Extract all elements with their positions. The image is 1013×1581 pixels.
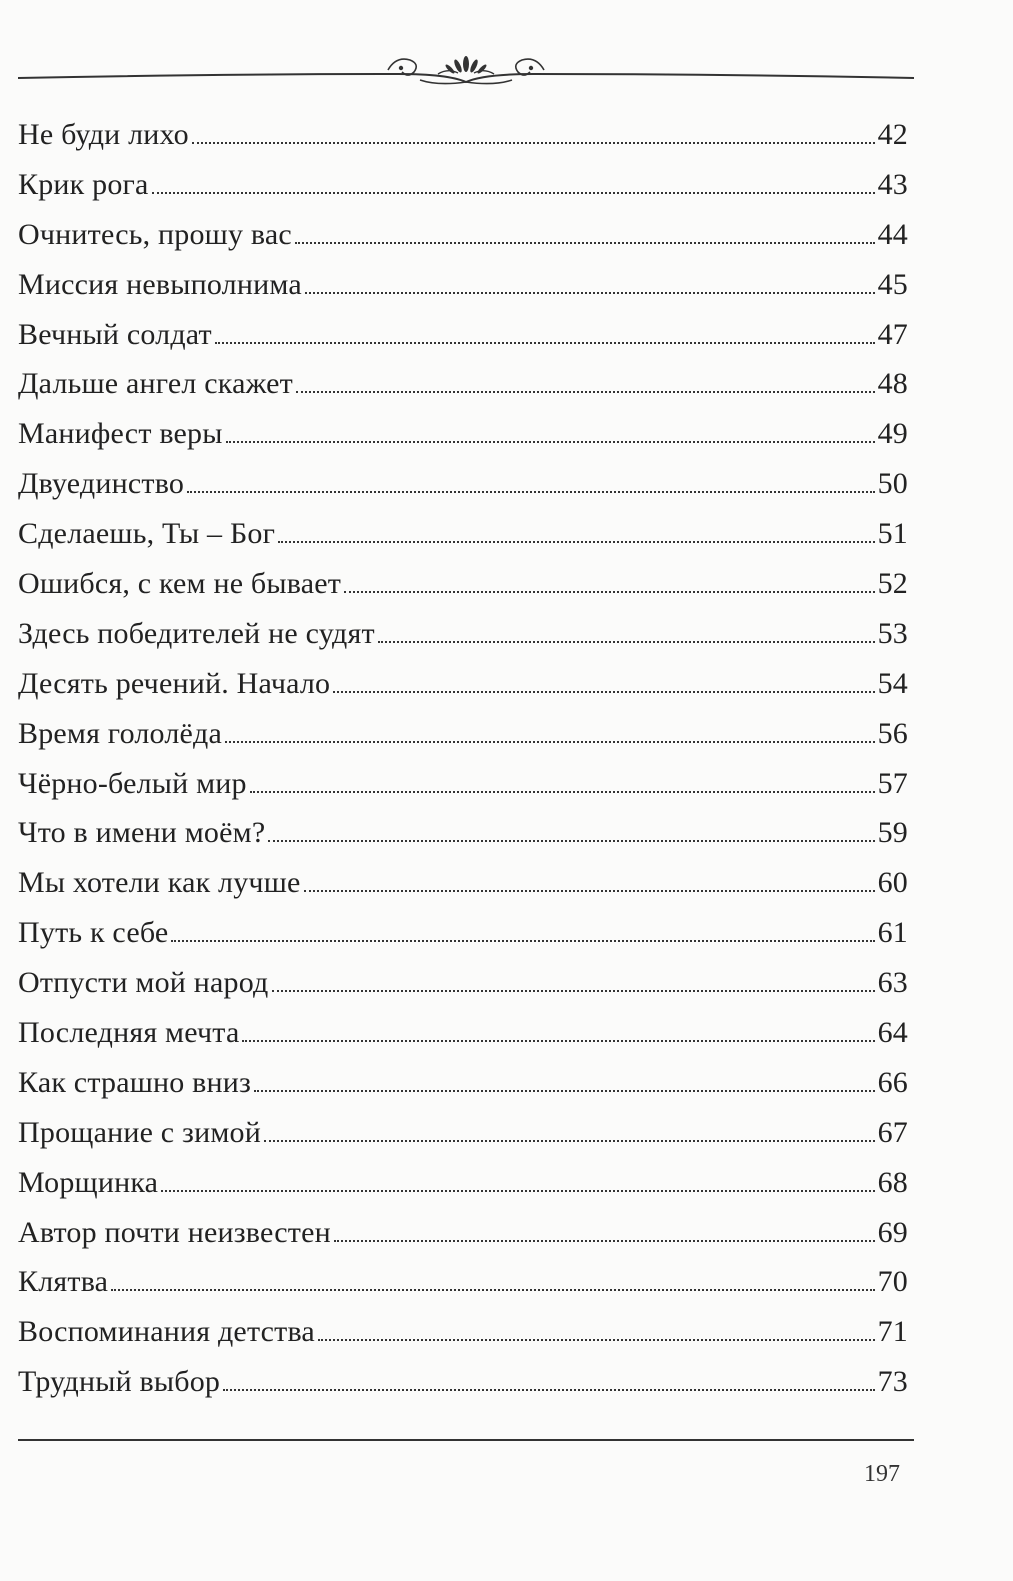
toc-entry[interactable] (18, 1066, 908, 1116)
toc-entry[interactable] (18, 617, 908, 667)
toc-entry-page: 44 (877, 217, 908, 251)
toc-entry-page: 59 (877, 816, 908, 850)
toc-entry-page: 67 (877, 1115, 908, 1149)
toc-entry-page: 71 (877, 1315, 908, 1349)
dot-leader (223, 1388, 874, 1391)
toc-entry-title: Десять речений. Начало (18, 666, 331, 700)
toc-entry-title: Вечный солдат (18, 317, 212, 351)
toc-entry-title: Автор почти неизвестен (18, 1215, 331, 1249)
toc-entry-page: 56 (877, 716, 908, 750)
toc-entry[interactable] (18, 816, 908, 866)
toc-entry-title: Сделаешь, Ты – Бог (18, 517, 276, 551)
toc-entry-page: 53 (877, 616, 908, 650)
toc-entry[interactable] (18, 717, 908, 767)
toc-entry[interactable] (18, 567, 908, 617)
toc-entry-page: 48 (877, 367, 908, 401)
toc-entry-page: 57 (877, 766, 908, 800)
toc-entry[interactable] (18, 767, 908, 817)
dot-leader (268, 839, 874, 842)
toc-entry-page: 51 (877, 517, 908, 551)
toc-entry-title: Отпусти мой народ (18, 966, 269, 1000)
toc-entry[interactable] (18, 517, 908, 567)
dot-leader (242, 1039, 874, 1042)
toc-entry-title: Трудный выбор (18, 1365, 221, 1399)
page-number: 197 (864, 1461, 900, 1487)
toc-entry[interactable] (18, 467, 908, 517)
dot-leader (318, 1338, 875, 1341)
dot-leader (187, 490, 875, 493)
toc-entry-page: 73 (877, 1365, 908, 1399)
toc-entry[interactable] (18, 417, 908, 467)
dot-leader (111, 1288, 874, 1291)
toc-entry-title: Дальше ангел скажет (18, 367, 293, 401)
dot-leader (171, 939, 874, 942)
toc-entry-title: Время гололёда (18, 716, 223, 750)
toc-entry[interactable] (18, 367, 908, 417)
toc-entry-title: Путь к себе (18, 916, 169, 950)
toc-entry-title: Чёрно-белый мир (18, 766, 247, 800)
toc-entry[interactable] (18, 866, 908, 916)
dot-leader (378, 640, 875, 643)
toc-entry-page: 60 (877, 866, 908, 900)
dot-leader (161, 1189, 874, 1192)
toc-entry-page: 63 (877, 966, 908, 1000)
toc-entry[interactable] (18, 916, 908, 966)
toc-entry-page: 61 (877, 916, 908, 950)
toc-entry-page: 42 (877, 118, 908, 151)
toc-entry-page: 49 (877, 417, 908, 451)
toc-entry-title: Здесь победителей не судят (18, 616, 375, 650)
dot-leader (333, 690, 874, 693)
dot-leader (250, 790, 875, 793)
toc-entry-title: Воспоминания детства (18, 1315, 315, 1349)
table-of-contents (18, 118, 908, 1415)
toc-entry-title: Морщинка (18, 1165, 159, 1199)
dot-leader (295, 241, 875, 244)
toc-entry-title: Последняя мечта (18, 1016, 240, 1050)
toc-entry-page: 69 (877, 1215, 908, 1249)
toc-entry-title: Что в имени моём? (18, 816, 266, 850)
toc-entry-title: Клятва (18, 1265, 109, 1299)
dot-leader (254, 1089, 875, 1092)
flourish-ornament-icon (18, 40, 914, 100)
toc-entry-title: Крик рога (18, 167, 149, 201)
toc-entry[interactable] (18, 1166, 908, 1216)
toc-entry[interactable] (18, 118, 908, 168)
dot-leader (192, 141, 875, 144)
dot-leader (278, 540, 875, 543)
toc-entry-title: Очнитесь, прошу вас (18, 217, 292, 251)
toc-entry-page: 47 (877, 317, 908, 351)
dot-leader (304, 889, 875, 892)
bottom-divider (18, 1439, 914, 1441)
toc-entry[interactable] (18, 1315, 908, 1365)
toc-entry[interactable] (18, 268, 908, 318)
toc-entry-page: 64 (877, 1016, 908, 1050)
dot-leader (334, 1239, 875, 1242)
toc-entry-title: Не буди лихо (18, 118, 189, 151)
toc-entry[interactable] (18, 1116, 908, 1166)
toc-entry-page: 43 (877, 167, 908, 201)
toc-entry[interactable] (18, 966, 908, 1016)
dot-leader (226, 440, 875, 443)
toc-entry-page: 66 (877, 1065, 908, 1099)
toc-entry-page: 50 (877, 467, 908, 501)
dot-leader (272, 989, 875, 992)
toc-entry[interactable] (18, 1016, 908, 1066)
toc-entry[interactable] (18, 1365, 908, 1415)
toc-entry-page: 45 (877, 267, 908, 301)
toc-entry[interactable] (18, 1216, 908, 1266)
toc-entry-page: 52 (877, 567, 908, 601)
dot-leader (215, 341, 875, 344)
dot-leader (264, 1139, 875, 1142)
dot-leader (296, 390, 875, 393)
toc-entry[interactable] (18, 667, 908, 717)
toc-entry-title: Мы хотели как лучше (18, 866, 301, 900)
toc-entry-title: Миссия невыполнима (18, 267, 302, 301)
toc-entry-title: Двуединство (18, 467, 185, 501)
toc-entry-page: 54 (877, 666, 908, 700)
toc-entry[interactable] (18, 1265, 908, 1315)
dot-leader (152, 191, 875, 194)
toc-entry[interactable] (18, 218, 908, 268)
toc-entry-title: Прощание с зимой (18, 1115, 261, 1149)
toc-entry[interactable] (18, 168, 908, 218)
toc-entry-title: Как страшно вниз (18, 1065, 252, 1099)
toc-entry-page: 70 (877, 1265, 908, 1299)
dot-leader (225, 740, 875, 743)
dot-leader (344, 590, 875, 593)
toc-entry-title: Манифест веры (18, 417, 223, 451)
toc-entry[interactable] (18, 318, 908, 368)
toc-entry-page: 68 (877, 1165, 908, 1199)
dot-leader (305, 291, 875, 294)
toc-entry-title: Ошибся, с кем не бывает (18, 567, 342, 601)
